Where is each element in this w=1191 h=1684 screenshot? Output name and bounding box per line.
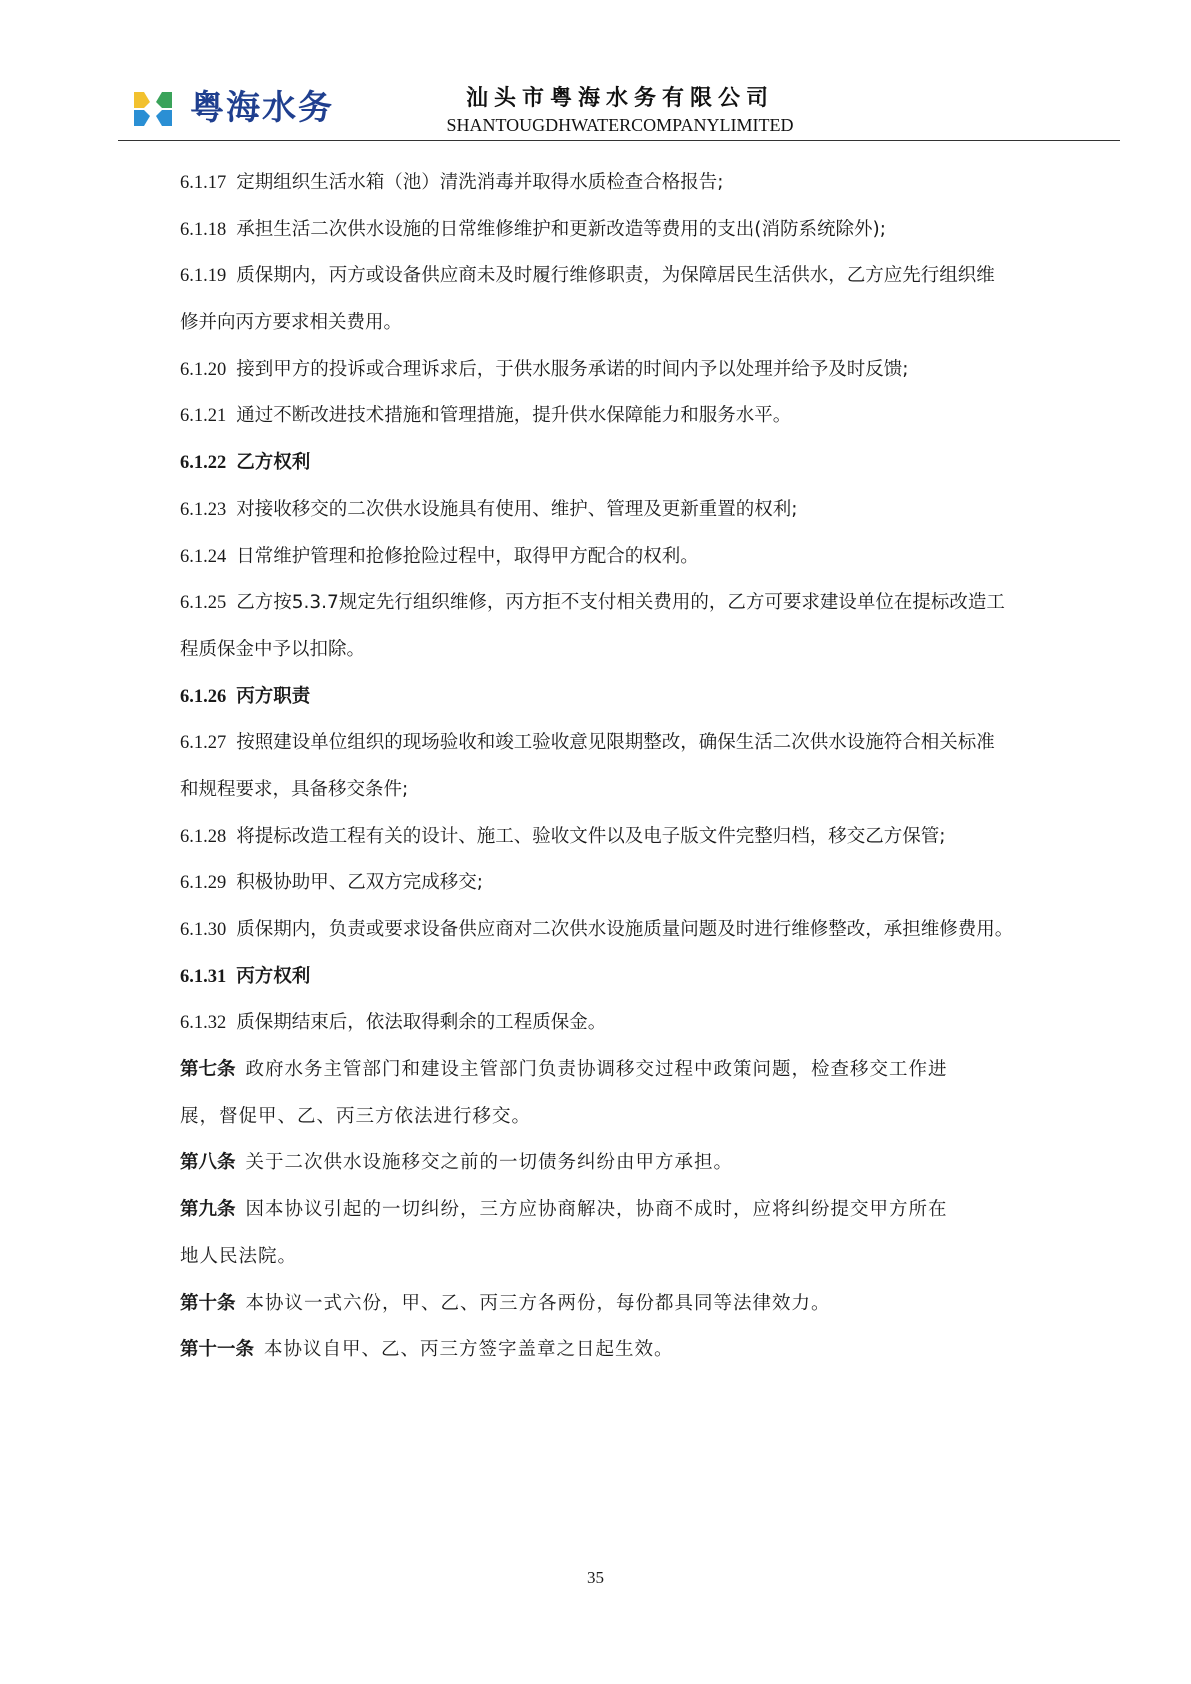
clause-text: 关于二次供水设施移交之前的一切债务纠纷由甲方承担。 xyxy=(245,1152,734,1174)
clause-line xyxy=(180,393,1035,440)
company-name-en: SHANTOUGDHWATERCOMPANYLIMITED xyxy=(446,115,794,135)
company-logo-icon xyxy=(130,86,176,132)
header-rule xyxy=(118,140,1120,141)
article-number: 第十条 xyxy=(180,1292,236,1314)
clause-text: 修并向丙方要求相关费用。 xyxy=(180,312,403,334)
clause-number: 6.1.28 xyxy=(180,826,227,847)
company-name-cn: 汕头市粤海水务有限公司 xyxy=(465,86,774,111)
article-number: 第七条 xyxy=(180,1059,236,1081)
clause-number: 6.1.29 xyxy=(180,873,227,894)
clause-text: 因本协议引起的一切纠纷，三方应协商解决，协商不成时，应将纠纷提交甲方所在 xyxy=(245,1199,948,1221)
clause-number: 6.1.31 xyxy=(180,966,227,987)
clause-line xyxy=(180,1000,1035,1047)
clause-text: 对接收移交的二次供水设施具有使用、维护、管理及更新重置的权利; xyxy=(236,498,798,520)
article-line xyxy=(180,1094,1035,1141)
clause-text: 政府水务主管部门和建设主管部门负责协调移交过程中政策问题，检查移交工作进 xyxy=(245,1059,948,1081)
article-line xyxy=(180,1140,1035,1187)
clause-number: 6.1.26 xyxy=(180,686,227,707)
clause-text: 按照建设单位组织的现场验收和竣工验收意见限期整改，确保生活二次供水设施符合相关标准 xyxy=(236,732,995,754)
clause-text: 将提标改造工程有关的设计、施工、验收文件以及电子版文件完整归档，移交乙方保管; xyxy=(236,825,946,847)
clause-line xyxy=(180,487,1035,534)
clause-text: 展，督促甲、乙、丙三方依法进行移交。 xyxy=(180,1105,532,1127)
clause-line xyxy=(180,534,1035,581)
page-number: 35 xyxy=(587,1568,604,1587)
section-heading xyxy=(180,674,1035,721)
clause-number: 6.1.22 xyxy=(180,453,227,474)
clause-text: 本协议自甲、乙、丙三方签字盖章之日起生效。 xyxy=(264,1339,674,1361)
clause-text: 质保期内，负责或要求设备供应商对二次供水设施质量问题及时进行维修整改，承担维修费用。 xyxy=(236,919,1014,940)
clause-text: 乙方权利 xyxy=(236,452,311,474)
clause-number: 6.1.25 xyxy=(180,593,227,614)
clause-line xyxy=(180,627,1035,674)
clause-line xyxy=(180,207,1035,254)
clause-text: 接到甲方的投诉或合理诉求后，于供水服务承诺的时间内予以处理并给予及时反馈; xyxy=(236,358,909,380)
clause-text: 本协议一式六份，甲、乙、丙三方各两份，每份都具同等法律效力。 xyxy=(245,1292,831,1314)
clause-line xyxy=(180,860,1035,907)
section-heading xyxy=(180,954,1035,1001)
clause-number: 6.1.27 xyxy=(180,733,227,754)
clause-text: 地人民法院。 xyxy=(180,1245,298,1267)
clause-number: 6.1.19 xyxy=(180,266,227,287)
clause-line xyxy=(180,767,1035,814)
clause-text: 乙方按5.3.7规定先行组织维修，丙方拒不支付相关费用的，乙方可要求建设单位在提标改造工 xyxy=(236,592,1005,614)
clause-number: 6.1.21 xyxy=(180,406,227,427)
clause-line xyxy=(180,160,1035,207)
logo-text: 粤海水务 xyxy=(190,88,334,128)
clause-text: 积极协助甲、乙双方完成移交; xyxy=(236,872,483,894)
page-header xyxy=(0,0,1191,142)
clause-number: 6.1.32 xyxy=(180,1013,227,1034)
article-line xyxy=(180,1327,1035,1374)
clause-number: 6.1.30 xyxy=(180,920,227,940)
clause-number: 6.1.18 xyxy=(180,219,227,240)
clause-text: 日常维护管理和抢修抢险过程中，取得甲方配合的权利。 xyxy=(236,545,699,567)
clause-line xyxy=(180,720,1035,767)
clause-text: 通过不断改进技术措施和管理措施，提升供水保障能力和服务水平。 xyxy=(236,405,792,427)
clause-text: 质保期结束后，依法取得剩余的工程质保金。 xyxy=(236,1012,607,1034)
article-line xyxy=(180,1281,1035,1328)
clause-number: 6.1.24 xyxy=(180,546,227,567)
clause-line xyxy=(180,814,1035,861)
article-line xyxy=(180,1234,1035,1281)
clause-number: 6.1.23 xyxy=(180,499,227,520)
document-body xyxy=(180,160,1035,1374)
clause-line xyxy=(180,300,1035,347)
article-line xyxy=(180,1047,1035,1094)
clause-number: 6.1.20 xyxy=(180,359,227,380)
clause-text: 质保期内，丙方或设备供应商未及时履行维修职责，为保障居民生活供水，乙方应先行组织维 xyxy=(236,265,995,287)
section-heading xyxy=(180,440,1035,487)
article-number: 第八条 xyxy=(180,1152,236,1174)
clause-line xyxy=(180,253,1035,300)
clause-text: 和规程要求，具备移交条件; xyxy=(180,778,409,800)
article-number: 第九条 xyxy=(180,1199,236,1221)
clause-text: 程质保金中予以扣除。 xyxy=(180,638,366,660)
clause-line xyxy=(180,580,1035,627)
clause-text: 丙方权利 xyxy=(236,965,311,987)
clause-text: 定期组织生活水箱（池）清洗消毒并取得水质检查合格报告; xyxy=(236,172,724,193)
clause-line xyxy=(180,347,1035,394)
article-line xyxy=(180,1187,1035,1234)
clause-text: 丙方职责 xyxy=(236,685,311,707)
article-number: 第十一条 xyxy=(180,1339,255,1361)
clause-text: 承担生活二次供水设施的日常维修维护和更新改造等费用的支出(消防系统除外); xyxy=(236,218,886,240)
clause-number: 6.1.17 xyxy=(180,173,227,193)
clause-line xyxy=(180,907,1035,954)
